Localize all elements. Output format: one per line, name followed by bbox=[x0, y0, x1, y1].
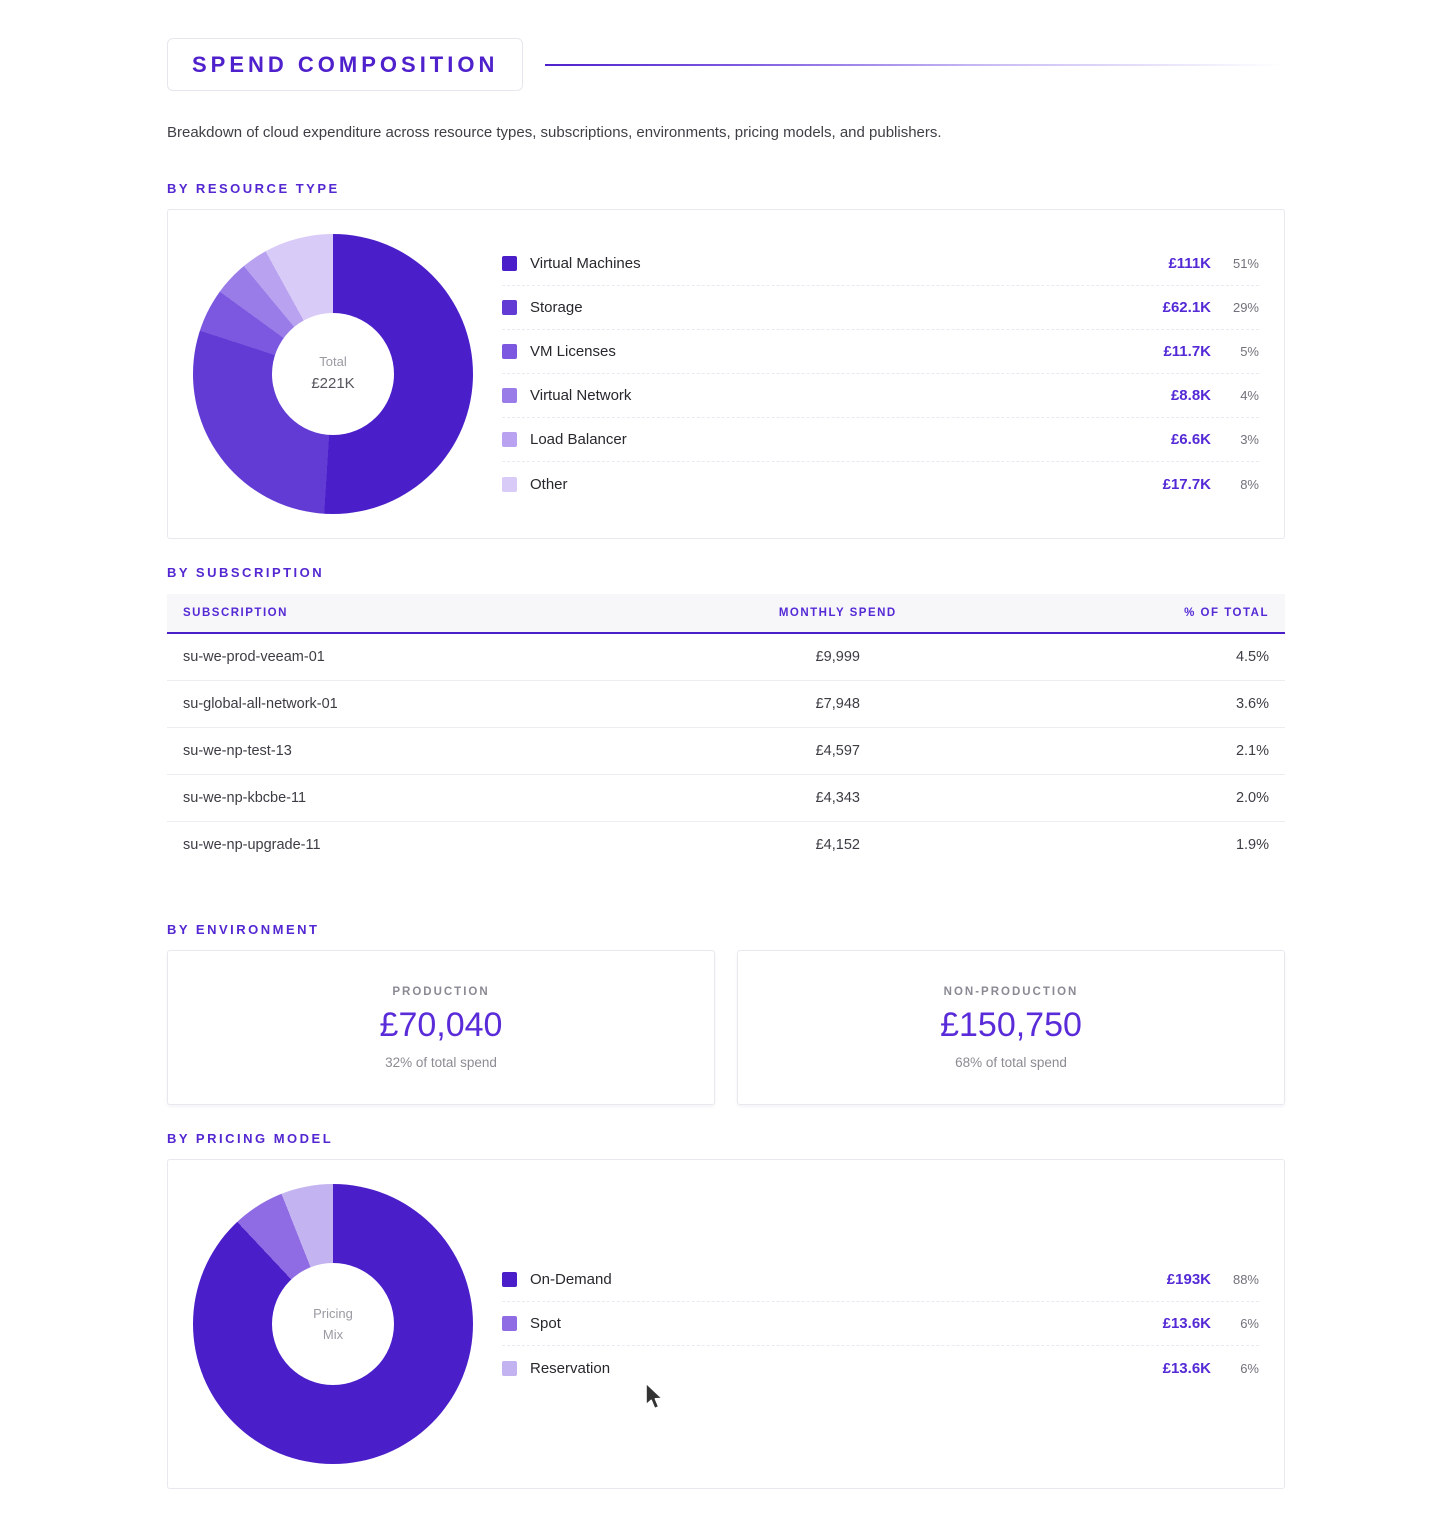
monthly-spend: £4,597 bbox=[614, 728, 1061, 775]
legend-row-reservation[interactable] bbox=[502, 1346, 1259, 1390]
pct-of-total: 2.1% bbox=[1061, 728, 1285, 775]
pricing-model-card bbox=[167, 1159, 1285, 1489]
legend-row-spot[interactable] bbox=[502, 1302, 1259, 1346]
legend-label: Load Balancer bbox=[530, 431, 627, 448]
non-production-card bbox=[737, 950, 1285, 1105]
legend-swatch-icon bbox=[502, 1272, 517, 1287]
legend-label: Reservation bbox=[530, 1359, 611, 1377]
subscription-name: su-we-np-upgrade-11 bbox=[183, 837, 321, 853]
legend-value: £17.7K bbox=[1162, 475, 1211, 493]
legend-label: Virtual Network bbox=[530, 387, 632, 404]
non-production-sub: 68% of total spend bbox=[955, 1054, 1067, 1070]
donut-center-line1: Pricing bbox=[313, 1305, 353, 1321]
legend-swatch-icon bbox=[502, 344, 517, 359]
pct-of-total: 3.6% bbox=[1061, 681, 1285, 728]
subscription-heading: BY SUBSCRIPTION bbox=[167, 565, 325, 580]
resource-type-legend bbox=[502, 242, 1259, 506]
resource-type-card bbox=[167, 209, 1285, 539]
subscription-name: su-global-all-network-01 bbox=[167, 681, 614, 728]
legend-row-other[interactable] bbox=[502, 462, 1259, 506]
legend-label: On-Demand bbox=[530, 1271, 612, 1288]
legend-swatch-icon bbox=[502, 1316, 517, 1331]
page-content bbox=[167, 0, 1285, 1489]
subscription-table-header bbox=[167, 594, 1285, 633]
pricing-model-donut-center bbox=[272, 1263, 394, 1385]
legend-pct: 4% bbox=[1240, 388, 1259, 403]
monthly-spend: £4,343 bbox=[614, 775, 1061, 822]
legend-value: £8.8K bbox=[1170, 387, 1211, 404]
legend-pct: 5% bbox=[1240, 344, 1259, 359]
monthly-spend: £7,948 bbox=[614, 681, 1061, 728]
subscription-table bbox=[167, 594, 1285, 868]
legend-label: VM Licenses bbox=[530, 343, 616, 360]
subscription-name: su-we-prod-veeam-01 bbox=[167, 633, 614, 681]
legend-pct: 6% bbox=[1240, 1360, 1259, 1376]
pct-of-total: 4.5% bbox=[1061, 633, 1285, 681]
legend-pct: 88% bbox=[1232, 1272, 1259, 1287]
environment-cards bbox=[167, 950, 1285, 1105]
legend-swatch-icon bbox=[502, 388, 517, 403]
pricing-model-heading: BY PRICING MODEL bbox=[167, 1131, 334, 1146]
legend-label: Virtual Machines bbox=[530, 255, 641, 272]
production-card bbox=[167, 950, 715, 1105]
non-production-label: NON-PRODUCTION bbox=[943, 985, 1079, 998]
legend-row-on-demand[interactable] bbox=[502, 1258, 1259, 1302]
pricing-model-donut-chart[interactable] bbox=[193, 1184, 473, 1464]
legend-label: Storage bbox=[530, 299, 583, 316]
legend-swatch-icon bbox=[502, 1361, 517, 1376]
legend-value: £193K bbox=[1166, 1271, 1211, 1288]
column-header-monthly-spend: MONTHLY SPEND bbox=[614, 594, 1061, 633]
non-production-value: £150,750 bbox=[940, 1005, 1082, 1044]
subscription-name: su-we-np-test-13 bbox=[167, 728, 614, 775]
legend-row-load-balancer[interactable] bbox=[502, 418, 1259, 462]
resource-type-donut-center bbox=[272, 313, 394, 435]
legend-row-virtual-machines[interactable] bbox=[502, 242, 1259, 286]
table-row bbox=[167, 633, 1285, 681]
legend-swatch-icon bbox=[502, 432, 517, 447]
legend-pct: 6% bbox=[1240, 1316, 1259, 1331]
legend-label: Other bbox=[530, 475, 568, 493]
legend-swatch-icon bbox=[502, 256, 517, 271]
production-value: £70,040 bbox=[379, 1005, 503, 1044]
page-description: Breakdown of cloud expenditure across resource types, subscriptions, environments, pricing models, and publishers. bbox=[167, 124, 942, 141]
table-row bbox=[167, 728, 1285, 775]
column-header-pct-of-total: % OF TOTAL bbox=[1061, 594, 1285, 633]
donut-center-value: £221K bbox=[311, 375, 355, 393]
legend-value: £111K bbox=[1168, 255, 1211, 272]
legend-pct: 29% bbox=[1232, 300, 1259, 315]
legend-value: £6.6K bbox=[1170, 431, 1211, 448]
legend-row-vm-licenses[interactable] bbox=[502, 330, 1259, 374]
legend-swatch-icon bbox=[502, 477, 517, 492]
table-row bbox=[167, 822, 1285, 869]
legend-row-virtual-network[interactable] bbox=[502, 374, 1259, 418]
legend-label: Spot bbox=[530, 1315, 561, 1332]
legend-pct: 8% bbox=[1240, 476, 1259, 492]
legend-pct: 51% bbox=[1232, 256, 1259, 271]
page-title: SPEND COMPOSITION bbox=[192, 52, 499, 77]
legend-pct: 3% bbox=[1240, 432, 1259, 447]
title-divider-line bbox=[545, 64, 1285, 66]
donut-center-label: Total bbox=[319, 354, 347, 370]
column-header-subscription: SUBSCRIPTION bbox=[167, 594, 614, 633]
monthly-spend: £4,152 bbox=[815, 837, 860, 853]
resource-type-heading: BY RESOURCE TYPE bbox=[167, 181, 340, 196]
pct-of-total: 1.9% bbox=[1235, 837, 1269, 853]
legend-value: £62.1K bbox=[1162, 299, 1211, 316]
production-sub: 32% of total spend bbox=[385, 1054, 497, 1070]
pct-of-total: 2.0% bbox=[1061, 775, 1285, 822]
legend-swatch-icon bbox=[502, 300, 517, 315]
legend-value: £13.6K bbox=[1162, 1359, 1211, 1377]
donut-center-line2: Mix bbox=[322, 1326, 344, 1342]
environment-heading: BY ENVIRONMENT bbox=[167, 922, 320, 937]
production-label: PRODUCTION bbox=[392, 985, 490, 998]
pricing-model-legend bbox=[502, 1258, 1259, 1390]
subscription-name: su-we-np-kbcbe-11 bbox=[167, 775, 614, 822]
legend-value: £13.6K bbox=[1162, 1315, 1211, 1332]
title-row bbox=[167, 38, 1285, 91]
legend-value: £11.7K bbox=[1163, 343, 1211, 360]
table-row bbox=[167, 681, 1285, 728]
legend-row-storage[interactable] bbox=[502, 286, 1259, 330]
table-row bbox=[167, 775, 1285, 822]
monthly-spend: £9,999 bbox=[614, 633, 1061, 681]
page-title-box bbox=[167, 38, 523, 91]
resource-type-donut-chart[interactable] bbox=[193, 234, 473, 514]
